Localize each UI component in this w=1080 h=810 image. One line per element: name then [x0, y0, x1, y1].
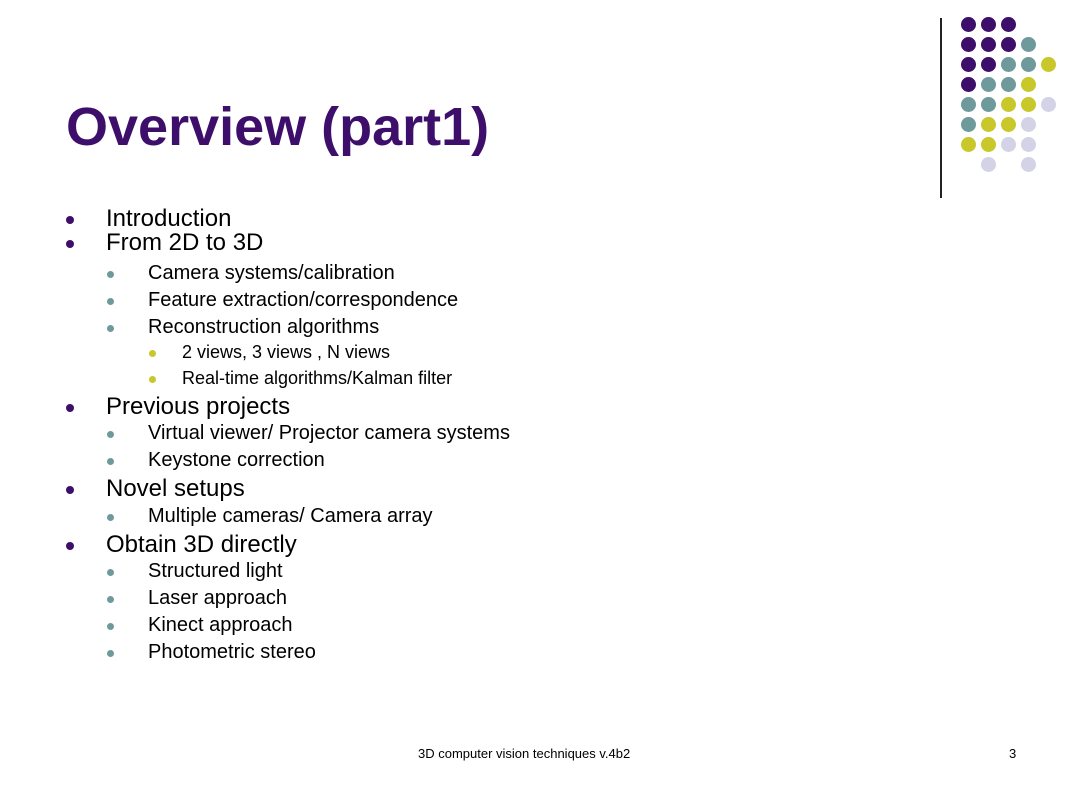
outline-item-text: Photometric stereo — [148, 641, 316, 663]
decorative-dot — [961, 97, 976, 112]
bullet-icon — [107, 298, 114, 305]
decorative-dot — [1001, 117, 1016, 132]
decorative-dot — [981, 137, 996, 152]
decorative-dot — [1021, 157, 1036, 172]
decorative-dot — [1021, 77, 1036, 92]
bullet-icon — [107, 271, 114, 278]
decorative-dot — [981, 17, 996, 32]
outline-item-text: Real-time algorithms/Kalman filter — [182, 368, 453, 388]
bullet-icon — [107, 623, 114, 630]
outline-item-text: Camera systems/calibration — [148, 262, 395, 284]
outline-item-text: Reconstruction algorithms — [148, 316, 380, 338]
slide-title: Overview (part1) — [66, 97, 490, 157]
decorative-dot — [1021, 117, 1036, 132]
bullet-icon — [107, 514, 114, 521]
decorative-dot — [1021, 97, 1036, 112]
decorative-dot — [1041, 97, 1056, 112]
decorative-dot — [1021, 57, 1036, 72]
outline-item-text: Keystone correction — [148, 449, 325, 471]
decorative-dot — [961, 37, 976, 52]
decorative-dot — [981, 77, 996, 92]
decorative-dot — [961, 117, 976, 132]
decorative-dot — [961, 57, 976, 72]
decorative-dot — [1041, 57, 1056, 72]
bullet-icon — [66, 240, 74, 248]
bullet-icon — [149, 376, 156, 383]
bullet-icon — [107, 325, 114, 332]
decorative-dot — [981, 57, 996, 72]
bullet-icon — [107, 650, 114, 657]
bullet-icon — [66, 404, 74, 412]
outline-item-text: Introduction — [106, 205, 232, 232]
decorative-dot — [961, 77, 976, 92]
bullet-icon — [66, 216, 74, 224]
decorative-dot — [1001, 57, 1016, 72]
bullet-icon — [149, 350, 156, 357]
bullet-icon — [66, 486, 74, 494]
decorative-dot — [1001, 97, 1016, 112]
outline-item-text: Laser approach — [148, 587, 287, 609]
outline-item-text: Virtual viewer/ Projector camera systems — [148, 422, 510, 444]
slide-footer: 3D computer vision techniques v.4b2 — [418, 746, 631, 761]
bullet-icon — [107, 596, 114, 603]
bullet-icon — [66, 542, 74, 550]
bullet-icon — [107, 431, 114, 438]
decorative-dot — [981, 157, 996, 172]
decorative-dot — [981, 117, 996, 132]
page-number: 3 — [1009, 746, 1017, 761]
outline-item-text: Structured light — [148, 560, 283, 582]
decorative-dot — [1001, 77, 1016, 92]
outline-item-text: Feature extraction/correspondence — [148, 289, 459, 311]
decorative-dot — [1021, 137, 1036, 152]
decorative-dot — [981, 97, 996, 112]
outline-item-text: Obtain 3D directly — [106, 531, 297, 558]
bullet-icon — [107, 569, 114, 576]
outline-item-text: Multiple cameras/ Camera array — [148, 505, 433, 527]
decorative-divider-line — [940, 18, 942, 198]
decorative-dot-grid — [955, 12, 1065, 177]
bullet-icon — [107, 458, 114, 465]
decorative-dot — [1001, 17, 1016, 32]
decorative-dot — [961, 137, 976, 152]
outline-item-text: 2 views, 3 views , N views — [182, 342, 391, 362]
outline-item-text: Novel setups — [106, 475, 245, 502]
decorative-dot — [1021, 37, 1036, 52]
decorative-dot — [961, 17, 976, 32]
decorative-dot — [1001, 37, 1016, 52]
outline-item-text: Kinect approach — [148, 614, 293, 636]
decorative-dot — [1001, 137, 1016, 152]
outline-item-text: From 2D to 3D — [106, 229, 264, 256]
decorative-dot — [981, 37, 996, 52]
outline-item-text: Previous projects — [106, 393, 291, 420]
